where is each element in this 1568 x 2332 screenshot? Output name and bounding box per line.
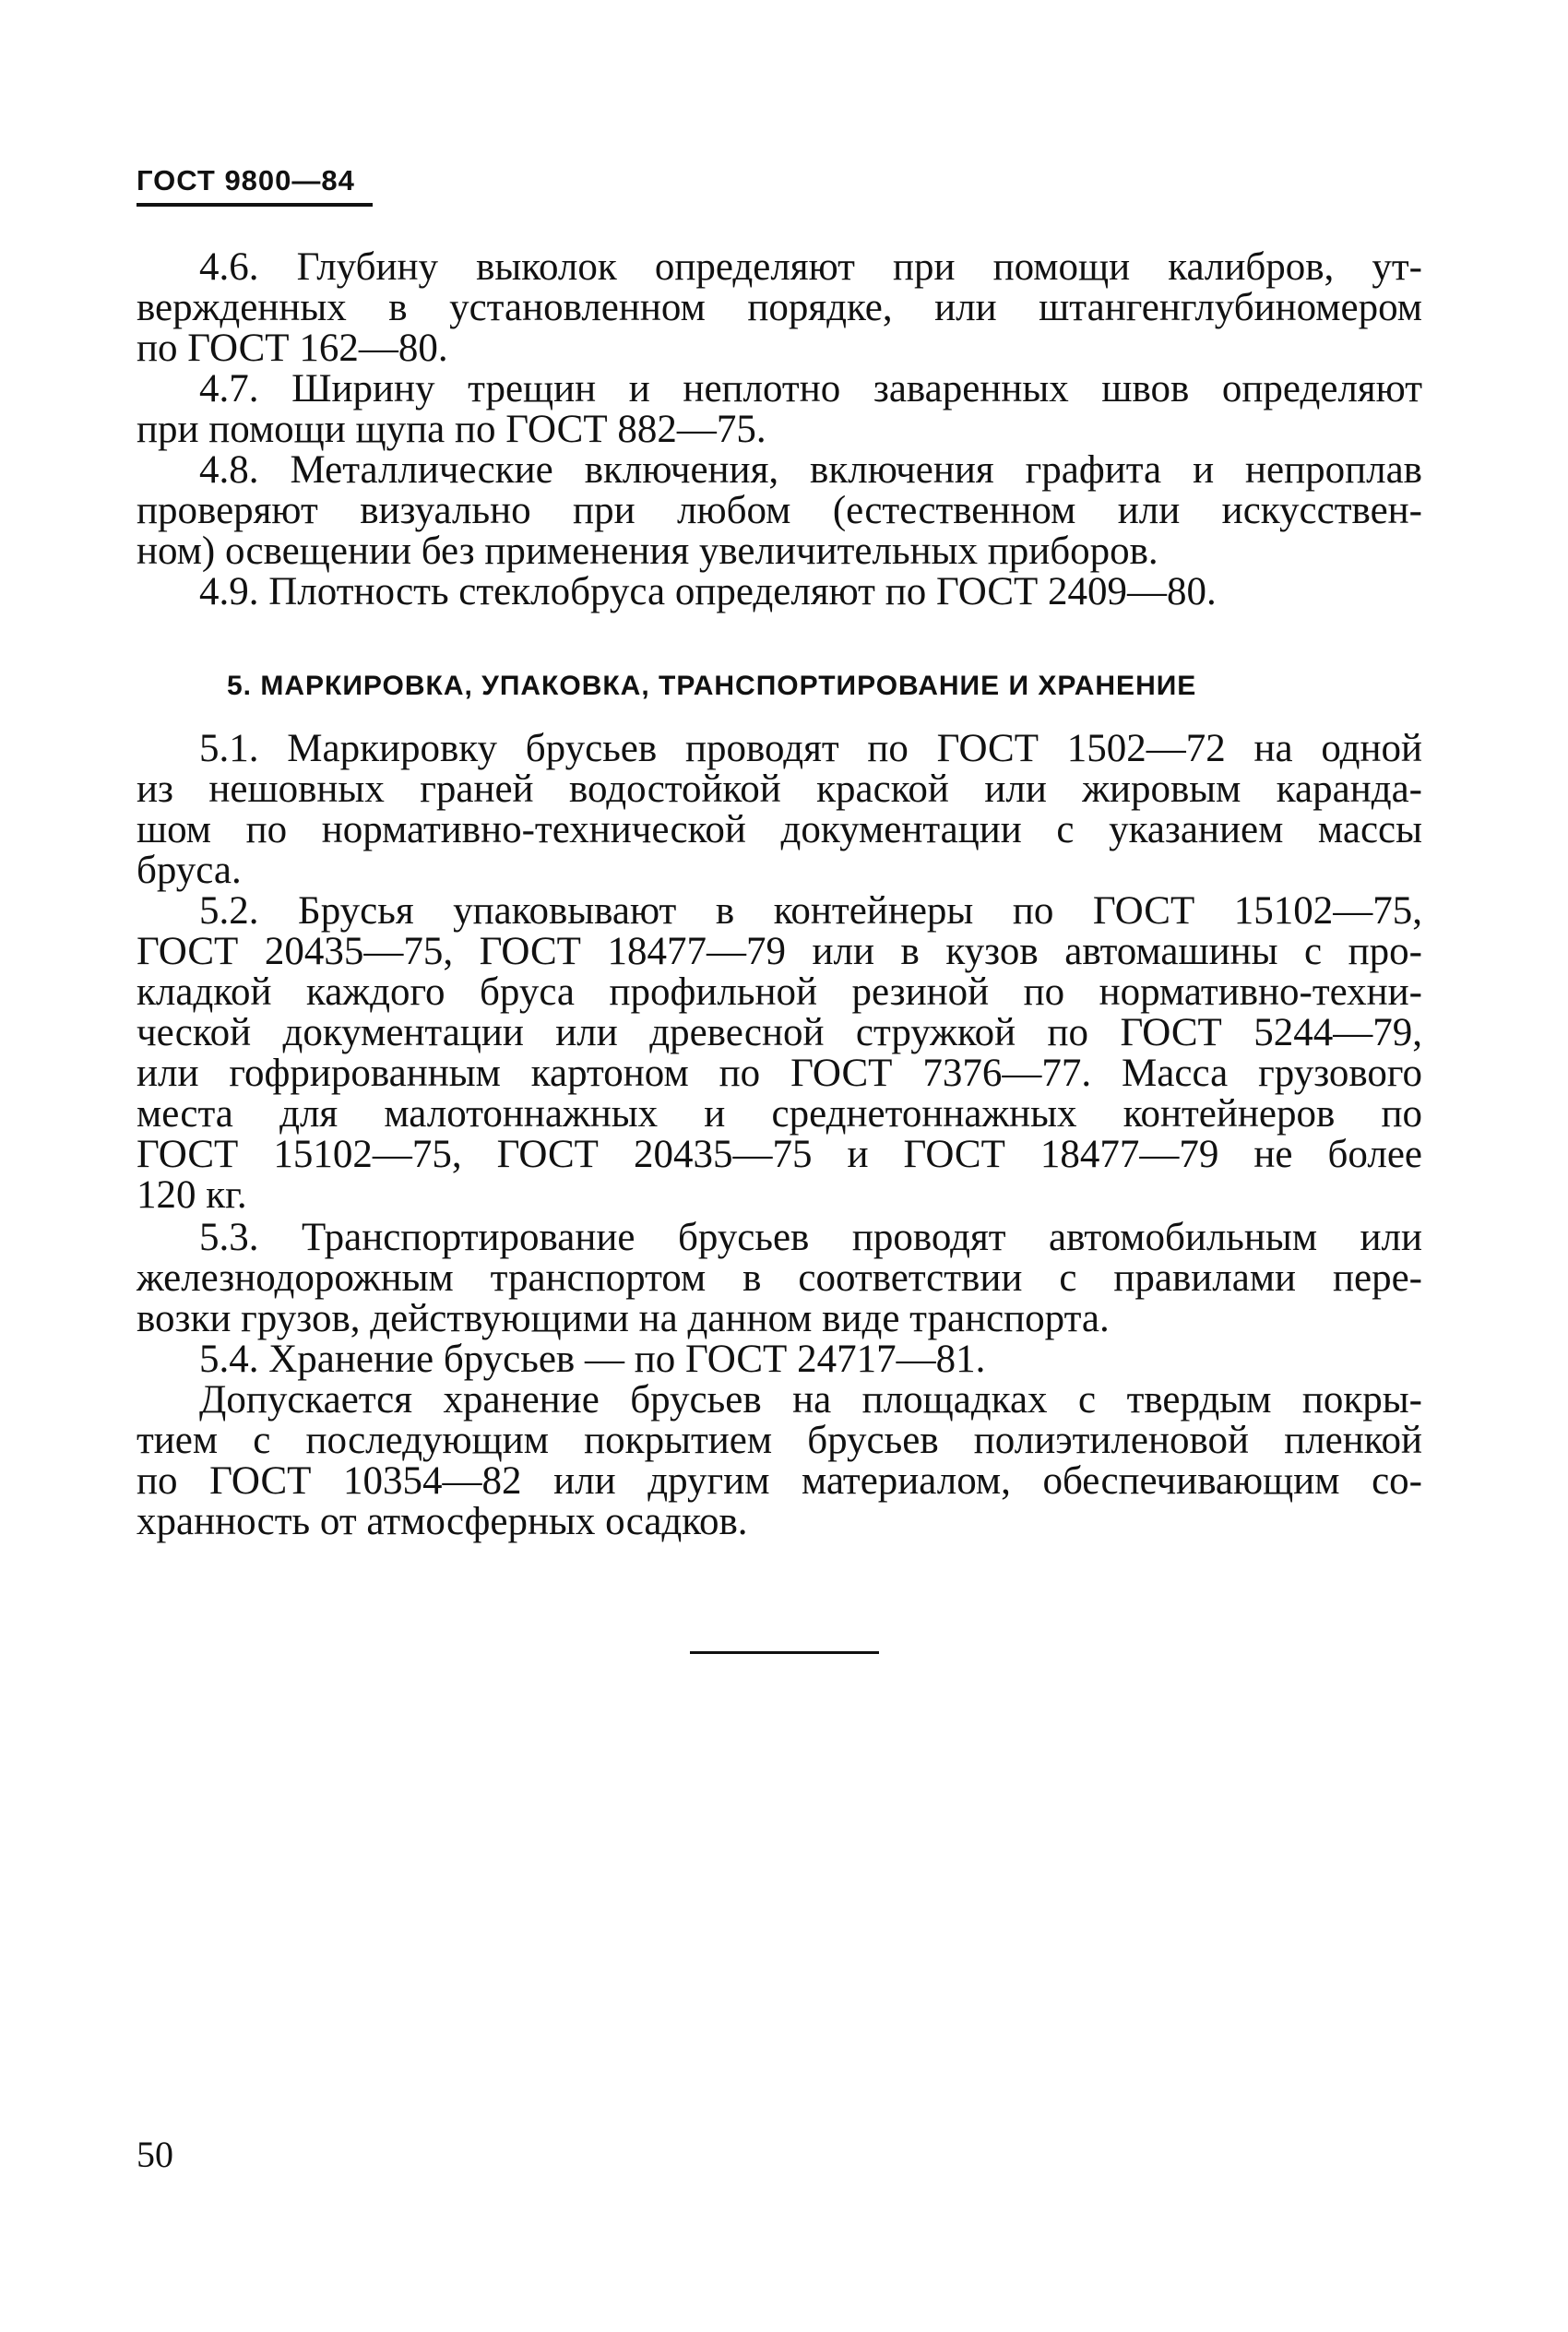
running-header bbox=[137, 164, 373, 207]
text-line: хранность от атмосферных осадков. bbox=[137, 1500, 748, 1543]
paragraph-5-3 bbox=[137, 1218, 1422, 1339]
text-line: 4.7. Ширину трещин и неплотно заваренных швов определяют bbox=[199, 367, 1422, 410]
text-line: шом по нормативно-технической документации с указанием массы bbox=[137, 808, 1422, 851]
page-number: 50 bbox=[137, 2134, 173, 2175]
text-line: по ГОСТ 10354—82 или другим материалом, обеспечивающим со- bbox=[137, 1459, 1422, 1503]
text-line: ГОСТ 20435—75, ГОСТ 18477—79 или в кузов автомашины с про- bbox=[137, 930, 1422, 973]
text-line: 4.9. Плотность стеклобруса определяют по ГОСТ 2409—80. bbox=[199, 570, 1217, 613]
text-line: 4.6. Глубину выколок определяют при помощи калибров, ут- bbox=[199, 245, 1422, 289]
text-line: или гофрированным картоном по ГОСТ 7376—77. Масса грузового bbox=[137, 1052, 1422, 1095]
paragraph-5-1 bbox=[137, 729, 1422, 891]
text-line: ном) освещении без применения увеличительных приборов. bbox=[137, 529, 1158, 573]
text-line: 5.4. Хранение брусьев — по ГОСТ 24717—81. bbox=[199, 1338, 986, 1381]
paragraph-4-7 bbox=[137, 369, 1422, 450]
text-line: 4.8. Металлические включения, включения графита и непроплав bbox=[199, 448, 1422, 492]
text-line: по ГОСТ 162—80. bbox=[137, 327, 448, 370]
text-line: 5.1. Маркировку брусьев проводят по ГОСТ 1502—72 на одной bbox=[199, 727, 1422, 770]
text-line: железнодорожным транспортом в соответствии с правилами пере- bbox=[137, 1256, 1422, 1300]
paragraph-5-4-continuation bbox=[137, 1380, 1422, 1542]
paragraph-4-9 bbox=[137, 572, 1422, 613]
text-line: Допускается хранение брусьев на площадках с твердым покры- bbox=[199, 1378, 1422, 1422]
paragraph-4-6 bbox=[137, 247, 1422, 369]
text-line: 5.2. Брусья упаковывают в контейнеры по ГОСТ 15102—75, bbox=[199, 889, 1422, 933]
text-line: 5.3. Транспортирование брусьев проводят автомобильным или bbox=[199, 1216, 1422, 1259]
paragraph-4-8 bbox=[137, 450, 1422, 572]
text-line: ГОСТ 15102—75, ГОСТ 20435—75 и ГОСТ 18477—79 не более bbox=[137, 1133, 1422, 1176]
text-line: при помощи щупа по ГОСТ 882—75. bbox=[137, 408, 766, 451]
section-heading: 5. МАРКИРОВКА, УПАКОВКА, ТРАНСПОРТИРОВАНИЕ И ХРАНЕНИЕ bbox=[227, 671, 1197, 701]
text-line: из нешовных граней водостойкой краской или жировым каранда- bbox=[137, 767, 1422, 811]
header-rule bbox=[137, 203, 373, 207]
text-line: вержденных в установленном порядке, или штангенглубиномером bbox=[137, 286, 1422, 329]
text-line: возки грузов, действующими на данном виде транспорта. bbox=[137, 1297, 1110, 1340]
end-rule bbox=[690, 1651, 879, 1654]
paragraph-5-2 bbox=[137, 891, 1422, 1216]
text-line: бруса. bbox=[137, 849, 242, 892]
text-line: проверяют визуально при любом (естественном или искусствен- bbox=[137, 489, 1422, 532]
text-line: ческой документации или древесной стружкой по ГОСТ 5244—79, bbox=[137, 1011, 1422, 1054]
document-code: ГОСТ 9800—84 bbox=[137, 164, 355, 196]
text-line: 120 кг. bbox=[137, 1173, 247, 1217]
text-line: тием с последующим покрытием брусьев полиэтиленовой пленкой bbox=[137, 1419, 1422, 1462]
paragraph-5-4 bbox=[137, 1339, 1422, 1380]
text-line: кладкой каждого бруса профильной резиной по нормативно-техни- bbox=[137, 970, 1422, 1014]
text-line: места для малотоннажных и среднетоннажных контейнеров по bbox=[137, 1092, 1422, 1136]
